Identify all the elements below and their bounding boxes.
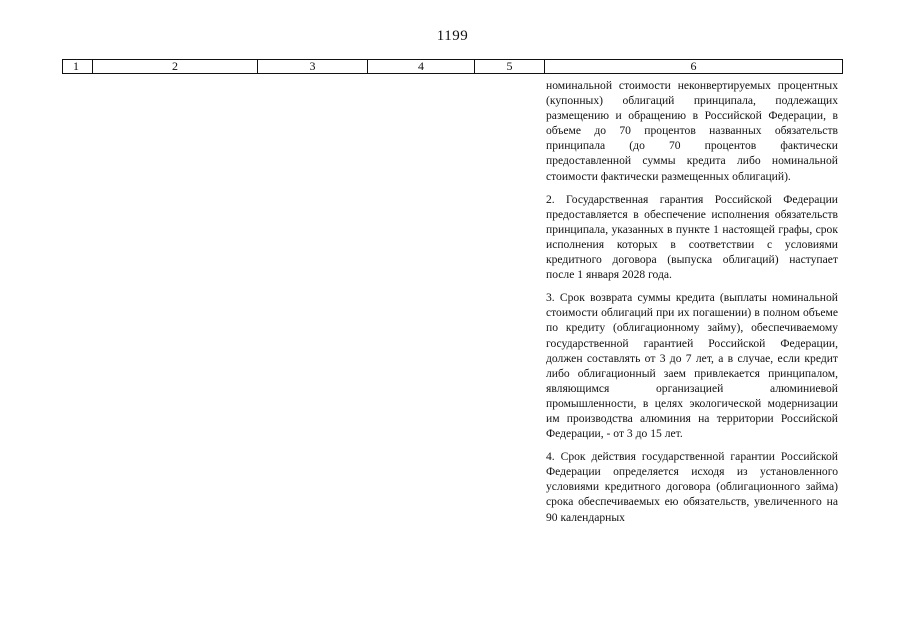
column-header-2: 2	[93, 60, 258, 74]
column-header-5: 5	[475, 60, 545, 74]
paragraph-3: 3. Срок возврата суммы кредита (выплаты номинальной стоимости облигаций при их погашении) в полном объеме по кредиту (облигационному займу), обеспечиваемому государственной гарантией Российской Федерации, должен составлять от 3 до 7 лет, а в случае, если кредит либо облигационный заем привлекается принципалом, являющимся организацией алюминиевой промышленности, в целях экологической модернизации им производства алюминия на территории Российской Федерации, - от 3 до 15 лет.	[546, 291, 838, 441]
paragraph-continued: номинальной стоимости неконвертируемых процентных (купонных) облигаций принципала, подлежащих размещению и обращению в Российской Федерации, в объеме до 70 процентов названных обязательств принципала (до 70 процентов фактически предоставленной суммы кредита либо номинальной стоимости фактически размещенных облигаций).	[546, 79, 838, 183]
column-header-6: 6	[545, 60, 843, 74]
page-number: 1199	[436, 28, 469, 44]
column-6-text	[546, 78, 838, 533]
column-header-table	[62, 59, 843, 74]
paragraph-4: 4. Срок действия государственной гарантии Российской Федерации определяется исходя из установленного условиями кредитного договора (облигационного займа) срока обеспечиваемых ею обязательств, увеличенного на 90 календарных	[546, 450, 838, 524]
column-header-1: 1	[63, 60, 93, 74]
paragraph-2: 2. Государственная гарантия Российской Федерации предоставляется в обеспечение исполнения обязательств принципала, указанных в пункте 1 настоящей графы, срок исполнения которых в соответствии с условиями кредитного договора (выпуска облигаций) наступает после 1 января 2028 года.	[546, 192, 838, 282]
column-header-3: 3	[258, 60, 368, 74]
column-header-4: 4	[368, 60, 475, 74]
column-header-row	[63, 60, 843, 74]
